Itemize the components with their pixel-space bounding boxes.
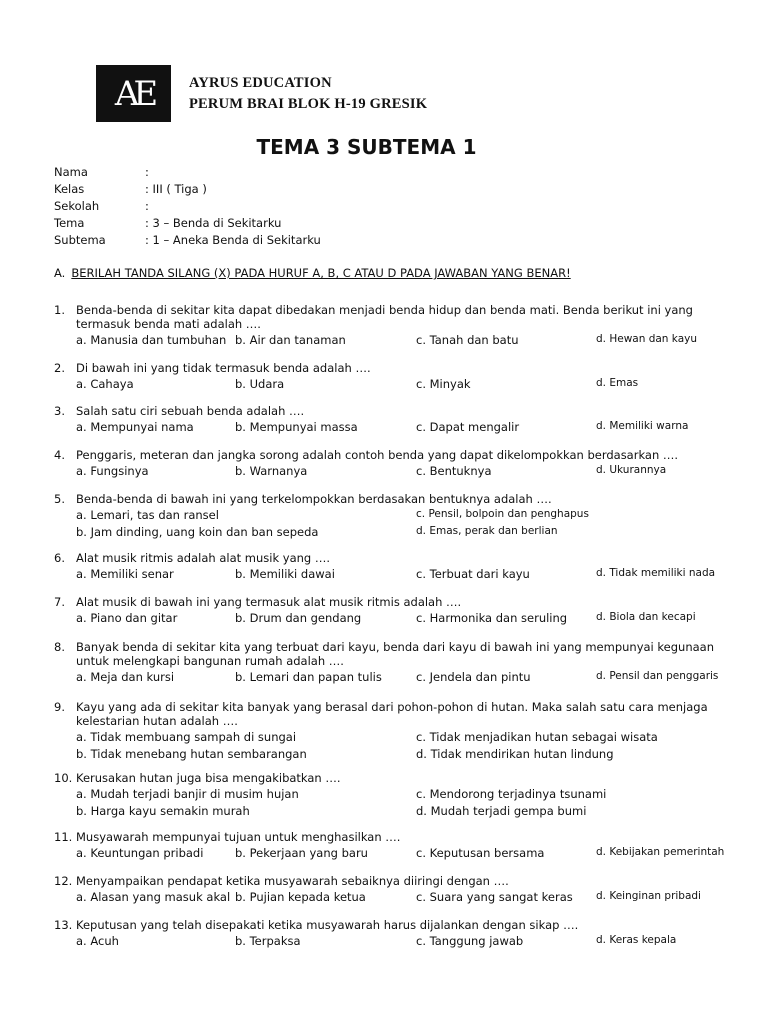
question-item (54, 551, 754, 582)
question-stem-line: Kayu yang ada di sekitar kita banyak yang berasal dari pohon-pohon di hutan. Maka salah satu cara menjaga (76, 700, 708, 714)
question-stem (76, 404, 754, 418)
question-number: 13. (54, 918, 73, 932)
answer-option[interactable]: d. Ukurannya (596, 464, 667, 476)
answer-option[interactable]: c. Tidak menjadikan hutan sebagai wisata (416, 730, 658, 744)
answer-option[interactable]: d. Memiliki warna (596, 420, 689, 432)
answer-option[interactable]: b. Pekerjaan yang baru (235, 846, 368, 860)
question-number: 6. (54, 551, 65, 565)
answer-option[interactable]: c. Jendela dan pintu (416, 670, 531, 684)
page-title: TEMA 3 SUBTEMA 1 (256, 135, 477, 159)
question-number: 8. (54, 640, 65, 654)
question-item (54, 404, 754, 435)
logo-text: AE (114, 73, 153, 114)
question-number: 5. (54, 492, 65, 506)
answer-option[interactable]: a. Mudah terjadi banjir di musim hujan (76, 787, 299, 801)
option-row (76, 747, 754, 762)
question-stem (76, 640, 754, 668)
answer-option[interactable]: a. Manusia dan tumbuhan (76, 333, 227, 347)
identity-label: Nama (54, 165, 88, 179)
answer-option[interactable]: c. Terbuat dari kayu (416, 567, 530, 581)
answer-option[interactable]: c. Suara yang sangat keras (416, 890, 573, 904)
answer-option[interactable]: b. Warnanya (235, 464, 308, 478)
option-row (76, 804, 754, 819)
option-row (76, 525, 754, 540)
answer-option[interactable]: b. Mempunyai massa (235, 420, 358, 434)
answer-option[interactable]: c. Keputusan bersama (416, 846, 545, 860)
answer-option[interactable]: a. Lemari, tas dan ransel (76, 508, 219, 522)
question-number: 12. (54, 874, 73, 888)
section-instruction-text: BERILAH TANDA SILANG (X) PADA HURUF A, B, C ATAU D PADA JAWABAN YANG BENAR! (71, 266, 571, 280)
answer-option[interactable]: d. Emas, perak dan berlian (416, 525, 558, 537)
question-item (54, 700, 754, 762)
question-stem-line: Musyawarah mempunyai tujuan untuk menghasilkan …. (76, 830, 401, 844)
answer-option[interactable]: c. Bentuknya (416, 464, 492, 478)
identity-row-sekolah (54, 199, 321, 216)
answer-option[interactable]: a. Fungsinya (76, 464, 149, 478)
answer-option[interactable]: c. Mendorong terjadinya tsunami (416, 787, 607, 801)
question-stem (76, 448, 754, 462)
identity-value: : (145, 165, 149, 179)
identity-row-tema (54, 216, 321, 233)
identity-label: Subtema (54, 233, 106, 247)
answer-option[interactable]: d. Keinginan pribadi (596, 890, 701, 902)
identity-value: : (145, 199, 149, 213)
answer-option[interactable]: c. Tanah dan batu (416, 333, 519, 347)
option-row (76, 567, 754, 582)
question-item (54, 492, 754, 540)
answer-option[interactable]: b. Drum dan gendang (235, 611, 362, 625)
answer-option[interactable]: a. Keuntungan pribadi (76, 846, 204, 860)
question-stem (76, 700, 754, 728)
question-stem-line: Di bawah ini yang tidak termasuk benda adalah …. (76, 361, 371, 375)
answer-option[interactable]: b. Pujian kepada ketua (235, 890, 366, 904)
section-a-instruction (54, 266, 571, 280)
question-stem (76, 303, 754, 331)
ae-logo (96, 65, 171, 122)
answer-option[interactable]: d. Tidak mendirikan hutan lindung (416, 747, 614, 761)
identity-row-subtema (54, 233, 321, 250)
question-stem-line: Keputusan yang telah disepakati ketika musyawarah harus dijalankan dengan sikap …. (76, 918, 579, 932)
identity-value: : 1 – Aneka Benda di Sekitarku (145, 233, 321, 247)
answer-option[interactable]: b. Terpaksa (235, 934, 301, 948)
question-stem (76, 830, 754, 844)
answer-option[interactable]: a. Tidak membuang sampah di sungai (76, 730, 297, 744)
answer-option[interactable]: c. Minyak (416, 377, 471, 391)
option-row (76, 508, 754, 523)
question-stem-line: Salah satu ciri sebuah benda adalah …. (76, 404, 305, 418)
option-row (76, 420, 754, 435)
section-marker: A. (54, 266, 66, 280)
answer-option[interactable]: c. Dapat mengalir (416, 420, 520, 434)
question-stem-line: Alat musik ritmis adalah alat musik yang …. (76, 551, 331, 565)
question-number: 3. (54, 404, 65, 418)
question-stem-line: Penggaris, meteran dan jangka sorong adalah contoh benda yang dapat dikelompokkan berdasarkan …. (76, 448, 679, 462)
answer-option[interactable]: d. Emas (596, 377, 639, 389)
answer-option[interactable]: d. Pensil dan penggaris (596, 670, 719, 682)
question-number: 1. (54, 303, 65, 317)
option-row (76, 464, 754, 479)
question-stem-line: Menyampaikan pendapat ketika musyawarah sebaiknya diiringi dengan …. (76, 874, 509, 888)
answer-option[interactable]: b. Jam dinding, uang koin dan ban sepeda (76, 525, 319, 539)
option-row (76, 670, 754, 685)
answer-option[interactable]: b. Harga kayu semakin murah (76, 804, 250, 818)
identity-table (54, 165, 321, 250)
identity-label: Sekolah (54, 199, 100, 213)
answer-option[interactable]: c. Pensil, bolpoin dan penghapus (416, 508, 589, 520)
org-address: PERUM BRAI BLOK H-19 GRESIK (189, 96, 428, 112)
option-row (76, 934, 754, 949)
answer-option[interactable]: a. Memiliki senar (76, 567, 174, 581)
option-row (76, 611, 754, 626)
answer-option[interactable]: d. Kebijakan pemerintah (596, 846, 725, 858)
question-stem-line: kelestarian hutan adalah …. (76, 714, 238, 728)
question-stem (76, 918, 754, 932)
question-stem (76, 551, 754, 565)
question-number: 7. (54, 595, 65, 609)
option-row (76, 890, 754, 905)
question-stem-line: Benda-benda di bawah ini yang terkelompokkan berdasakan bentuknya adalah …. (76, 492, 552, 506)
question-number: 10. (54, 771, 73, 785)
option-row (76, 846, 754, 861)
question-stem-line: termasuk benda mati adalah …. (76, 317, 261, 331)
option-row (76, 787, 754, 802)
question-number: 9. (54, 700, 65, 714)
answer-option[interactable]: b. Air dan tanaman (235, 333, 346, 347)
answer-option[interactable]: b. Memiliki dawai (235, 567, 335, 581)
org-name: AYRUS EDUCATION (189, 75, 332, 91)
answer-option[interactable]: a. Acuh (76, 934, 119, 948)
question-item (54, 361, 754, 392)
option-row (76, 333, 754, 348)
question-item (54, 640, 754, 685)
question-item (54, 830, 754, 861)
answer-option[interactable]: a. Meja dan kursi (76, 670, 175, 684)
question-stem (76, 874, 754, 888)
answer-option[interactable]: b. Lemari dan papan tulis (235, 670, 382, 684)
answer-option[interactable]: a. Alasan yang masuk akal (76, 890, 231, 904)
question-item (54, 771, 754, 819)
answer-option[interactable]: b. Tidak menebang hutan sembarangan (76, 747, 307, 761)
question-item (54, 874, 754, 905)
question-stem (76, 361, 754, 375)
answer-option[interactable]: b. Udara (235, 377, 285, 391)
identity-row-kelas (54, 182, 321, 199)
question-item (54, 595, 754, 626)
question-stem-line: Benda-benda di sekitar kita dapat dibedakan menjadi benda hidup dan benda mati. Benda berikut ini yang (76, 303, 693, 317)
question-stem-line: Alat musik di bawah ini yang termasuk alat musik ritmis adalah …. (76, 595, 462, 609)
answer-option[interactable]: d. Biola dan kecapi (596, 611, 696, 623)
answer-option[interactable]: c. Tanggung jawab (416, 934, 524, 948)
question-stem (76, 492, 754, 506)
question-number: 11. (54, 830, 73, 844)
identity-row-nama (54, 165, 321, 182)
identity-label: Kelas (54, 182, 85, 196)
option-row (76, 730, 754, 745)
question-number: 2. (54, 361, 65, 375)
question-stem-line: untuk melengkapi bangunan rumah adalah …. (76, 654, 344, 668)
question-stem-line: Banyak benda di sekitar kita yang terbuat dari kayu, benda dari kayu di bawah ini yang mempunyai kegunaan (76, 640, 714, 654)
identity-value: : III ( Tiga ) (145, 182, 207, 196)
question-stem (76, 771, 754, 785)
option-row (76, 377, 754, 392)
question-item (54, 303, 754, 348)
answer-option[interactable]: d. Keras kepala (596, 934, 677, 946)
question-number: 4. (54, 448, 65, 462)
answer-option[interactable]: d. Hewan dan kayu (596, 333, 698, 345)
question-item (54, 918, 754, 949)
identity-label: Tema (54, 216, 85, 230)
identity-value: : 3 – Benda di Sekitarku (145, 216, 282, 230)
answer-option[interactable]: a. Mempunyai nama (76, 420, 194, 434)
answer-option[interactable]: a. Cahaya (76, 377, 134, 391)
answer-option[interactable]: a. Piano dan gitar (76, 611, 178, 625)
question-stem-line: Kerusakan hutan juga bisa mengakibatkan …. (76, 771, 341, 785)
question-item (54, 448, 754, 479)
answer-option[interactable]: d. Tidak memiliki nada (596, 567, 716, 579)
answer-option[interactable]: d. Mudah terjadi gempa bumi (416, 804, 587, 818)
question-stem (76, 595, 754, 609)
answer-option[interactable]: c. Harmonika dan seruling (416, 611, 568, 625)
